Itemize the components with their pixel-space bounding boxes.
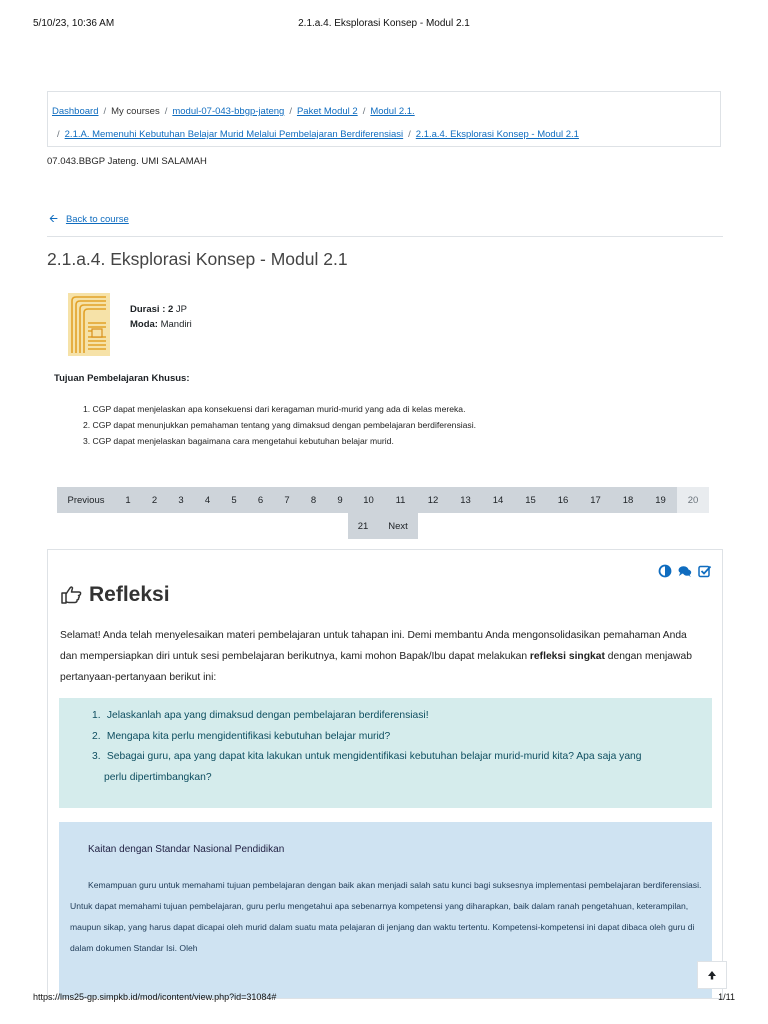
tujuan-title: Tujuan Pembelajaran Khusus: xyxy=(54,373,190,384)
tujuan-item: 2. CGP dapat menunjukkan pemahaman tentang yang dimaksud dengan pembelajaran berdiferensiasi. xyxy=(83,420,477,430)
page-button-6[interactable]: 6 xyxy=(247,487,274,513)
question-item xyxy=(92,727,702,748)
refleksi-title: Refleksi xyxy=(89,583,170,606)
pagination xyxy=(57,487,709,539)
question-text: Sebagai guru, apa yang dapat kita lakukan untuk mengidentifikasi kebutuhan belajar murid-murid kita? Apa saja yang xyxy=(106,751,642,762)
page-button-8[interactable]: 8 xyxy=(300,487,327,513)
page-button-7[interactable]: 7 xyxy=(274,487,300,513)
back-to-course-link[interactable]: Back to course xyxy=(65,214,129,225)
print-title: 2.1.a.4. Eksplorasi Konsep - Modul 2.1 xyxy=(298,18,470,29)
arrow-up-icon xyxy=(707,970,717,980)
page-button-14[interactable]: 14 xyxy=(482,487,514,513)
question-box xyxy=(59,698,712,808)
refleksi-intro xyxy=(60,625,700,688)
question-text-cont: perlu dipertimbangkan? xyxy=(104,771,212,783)
breadcrumb-dashboard[interactable]: Dashboard xyxy=(52,106,99,117)
page-button-17[interactable]: 17 xyxy=(579,487,612,513)
card-toolbar xyxy=(658,564,712,578)
content-card xyxy=(47,549,723,999)
breadcrumb-section[interactable]: 2.1.A. Memenuhi Kebutuhan Belajar Murid Melalui Pembelajaran Berdiferensiasi xyxy=(64,129,404,140)
breadcrumb-my-courses: My courses xyxy=(111,106,160,117)
page-button-15[interactable]: 15 xyxy=(514,487,547,513)
refleksi-heading xyxy=(60,583,170,607)
intro-bold: refleksi singkat xyxy=(529,651,605,662)
page-button-4[interactable]: 4 xyxy=(194,487,221,513)
breadcrumb-separator: / xyxy=(103,106,107,117)
page-button-21[interactable]: 21 xyxy=(348,513,378,539)
course-logo-icon xyxy=(68,293,110,356)
page-button-18[interactable]: 18 xyxy=(612,487,644,513)
tujuan-list xyxy=(83,401,476,449)
page-button-13[interactable]: 13 xyxy=(449,487,482,513)
question-number: 3. xyxy=(92,751,101,762)
course-meta xyxy=(130,302,192,332)
breadcrumb-paket[interactable]: Paket Modul 2 xyxy=(296,106,358,117)
intro-text-end: dengan menjawab pertanyaan-pertanyaan berikut ini: xyxy=(60,651,692,683)
page-button-10[interactable]: 10 xyxy=(353,487,384,513)
snp-box xyxy=(59,822,712,999)
print-date: 5/10/23, 10:36 AM xyxy=(33,18,115,29)
comments-icon[interactable] xyxy=(678,564,692,578)
page-button-5[interactable]: 5 xyxy=(221,487,247,513)
breadcrumb-modul[interactable]: Modul 2.1. xyxy=(370,106,415,117)
back-to-course[interactable] xyxy=(49,210,129,229)
previous-button[interactable]: Previous xyxy=(57,487,115,513)
print-header xyxy=(33,18,735,32)
question-text: Jelaskanlah apa yang dimaksud dengan pembelajaran berdiferensiasi! xyxy=(106,710,429,721)
page-button-20-current[interactable]: 20 xyxy=(677,487,709,513)
checkbox-icon[interactable] xyxy=(698,564,712,578)
snp-heading: Kaitan dengan Standar Nasional Pendidikan xyxy=(88,844,285,855)
scroll-to-top-button[interactable] xyxy=(697,961,727,989)
pagination-row xyxy=(57,513,709,539)
question-item xyxy=(92,747,702,788)
pagination-row xyxy=(57,487,709,513)
breadcrumb-separator: / xyxy=(362,106,366,117)
print-url: https://lms25-gp.simpkb.id/mod/icontent/view.php?id=31084# xyxy=(33,992,277,1002)
page-button-2[interactable]: 2 xyxy=(141,487,168,513)
moda-value: Mandiri xyxy=(157,319,192,330)
question-text: Mengapa kita perlu mengidentifikasi kebutuhan belajar murid? xyxy=(106,730,391,742)
breadcrumb-separator: / xyxy=(408,129,411,140)
page-button-19[interactable]: 19 xyxy=(644,487,677,513)
durasi-unit: JP xyxy=(173,304,188,315)
page-button-11[interactable]: 11 xyxy=(384,487,417,513)
question-number: 2. xyxy=(92,730,101,742)
question-number: 1. xyxy=(92,710,101,721)
tujuan-item: 3. CGP dapat menjelaskan bagaimana cara mengetahui kebutuhan belajar murid. xyxy=(83,436,394,446)
breadcrumb-separator: / xyxy=(289,106,292,117)
breadcrumb-current[interactable]: 2.1.a.4. Eksplorasi Konsep - Modul 2.1 xyxy=(415,129,579,140)
print-page-number: 1/11 xyxy=(718,992,735,1002)
moda-label: Moda: xyxy=(130,319,158,330)
breadcrumb-course[interactable]: modul-07-043-bbgp-jateng xyxy=(172,106,285,117)
divider xyxy=(47,236,723,237)
durasi-label: Durasi : 2 xyxy=(130,304,174,315)
intro-text: Selamat! Anda telah menyelesaikan materi pembelajaran untuk tahapan ini. Demi membantu Anda mengonsolidasikan pemahaman Anda dan mempersiapkan diri untuk sesi pembelajaran berikutnya, kami mohon Bapak/Ibu dapat melakukan xyxy=(60,630,687,662)
breadcrumb xyxy=(47,91,721,147)
next-button[interactable]: Next xyxy=(378,513,418,539)
contrast-icon[interactable] xyxy=(658,564,672,578)
tujuan-item: 1. CGP dapat menjelaskan apa konsekuensi dari keragaman murid-murid yang ada di kelas mereka. xyxy=(83,404,466,414)
question-list xyxy=(92,706,702,788)
page-button-16[interactable]: 16 xyxy=(547,487,579,513)
breadcrumb-separator: / xyxy=(57,129,60,140)
page-button-3[interactable]: 3 xyxy=(168,487,194,513)
hand-pointing-icon xyxy=(60,585,82,605)
question-item xyxy=(92,706,702,727)
user-name: 07.043.BBGP Jateng. UMI SALAMAH xyxy=(47,156,207,167)
page-title: 2.1.a.4. Eksplorasi Konsep - Modul 2.1 xyxy=(47,249,348,269)
page-button-9[interactable]: 9 xyxy=(327,487,353,513)
snp-body: Kemampuan guru untuk memahami tujuan pembelajaran dengan baik akan menjadi salah satu kunci bagi suksesnya implementasi pembelajaran berdiferensiasi. Untuk dapat memahami tujuan pembelajaran, guru perlu mengetahui apa sebenarnya kompetensi yang diharapkan, baik dalam ranah pengetahuan, keterampilan, maupun sikap, yang harus dapat dicapai oleh murid dalam suatu mata pelajaran di jenjang dan waktu tertentu. Kompetensi-kompetensi ini dapat dibaca oleh guru di dalam dokumen Standar Isi. Oleh xyxy=(70,880,702,953)
arrow-left-icon: 🡨 xyxy=(49,213,58,225)
page-button-1[interactable]: 1 xyxy=(115,487,141,513)
breadcrumb-separator: / xyxy=(164,106,168,117)
page-button-12[interactable]: 12 xyxy=(417,487,449,513)
